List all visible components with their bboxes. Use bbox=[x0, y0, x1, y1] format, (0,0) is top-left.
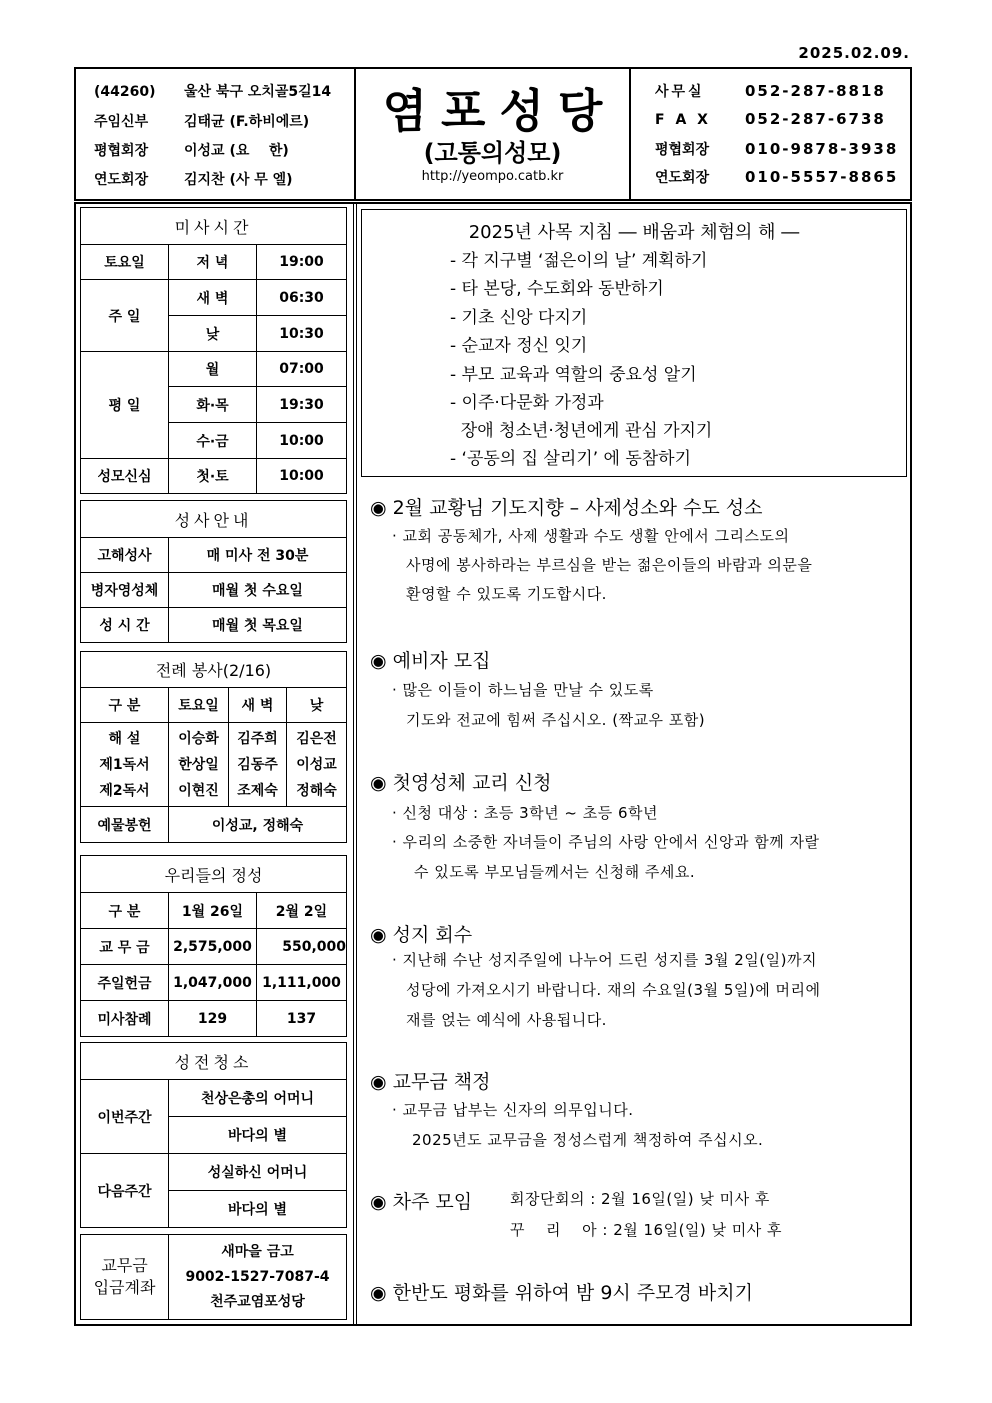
bulletin-date: 2025.02.09. bbox=[798, 44, 910, 62]
donations-table: 우리들의 정성 구 분 1월 26일 2월 2일 교 무 금 2,575,000 550,000 주일헌금 1,047,000 1,111,000 미사참례 129 137 bbox=[80, 855, 347, 1037]
prayer-intention-title: ◉ 2월 교황님 기도지향 – 사제성소와 수도 성소 bbox=[370, 497, 763, 519]
liturgy-table: 전례 봉사(2/16) 구 분 토요일 새 벽 낮 해 설 제1독서 제2독서 이승화 한상일 이현진 김주희 김동주 조제숙 김은전 이성교 정해숙 예물봉헌 이성교, 정해숙 bbox=[80, 651, 347, 843]
palm-return-title: ◉ 성지 회수 bbox=[370, 924, 473, 946]
fax-row: F A X 052-287-6738 bbox=[655, 110, 886, 128]
pastor-row: 주임신부 김태균 (F.하비에르) bbox=[94, 114, 310, 130]
donations-title: 우리들의 정성 bbox=[81, 856, 347, 893]
header bbox=[74, 67, 912, 201]
mass-times-table: 미사시간 토요일 저 녁 19:00 주 일 새 벽 06:30 낮 10:30 평 일 월 07:00 화·목 19:30 수·금 10:00 성모신심 첫·토 10:00 bbox=[80, 207, 347, 494]
parish-url[interactable]: http://yeompo.catb.kr bbox=[421, 169, 564, 184]
meetings-title: ◉ 차주 모임 bbox=[370, 1191, 473, 1213]
sacraments-title: 성사안내 bbox=[81, 501, 347, 538]
mass-times-title: 미사시간 bbox=[81, 208, 347, 245]
prayer-president-row: 연도회장 김지찬 (사 무 엘) bbox=[94, 172, 293, 188]
council-president-row: 평협회장 이성교 (요 한) bbox=[94, 143, 289, 159]
peace-prayer-title: ◉ 한반도 평화를 위하여 밤 9시 주모경 바치기 bbox=[370, 1282, 753, 1304]
column-divider bbox=[353, 202, 354, 1326]
tithe-title: ◉ 교무금 책정 bbox=[370, 1071, 491, 1093]
prayer-phone-row: 연도회장 010-5557-8865 bbox=[655, 168, 899, 186]
parish-title-block bbox=[356, 69, 631, 199]
parish-info bbox=[76, 69, 356, 199]
address-row: (44260) 울산 북구 오치골5길14 bbox=[94, 84, 332, 100]
cleaning-table: 성전청소 이번주간 천상은총의 어머니 바다의 별 다음주간 성실하신 어머니 바다의 별 bbox=[80, 1042, 347, 1228]
office-phone-row: 사무실 052-287-8818 bbox=[655, 82, 886, 100]
parish-title: 염포성당 bbox=[382, 84, 617, 138]
policy-title: 2025년 사목 지침 ― 배움과 체험의 해 ― bbox=[468, 222, 800, 243]
account-table: 교무금 입금계좌 새마을 금고 9002-1527-7087-4 천주교염포성당 bbox=[80, 1234, 347, 1320]
cleaning-title: 성전청소 bbox=[81, 1043, 347, 1080]
catechumen-title: ◉ 예비자 모집 bbox=[370, 650, 491, 672]
contact-info bbox=[631, 69, 910, 199]
pastoral-policy: 2025년 사목 지침 ― 배움과 체험의 해 ― - 각 지구별 ‘젊은이의 날’ 계획하기 - 타 본당, 수도회와 동반하기 - 기초 신앙 다지기 - 순교자 정신 잇기 - 부모 교육과 역할의 중요성 알기 - 이주·다문화 가정과 장애 청소년·청년에게 관심 가지기 - ‘공동의 집 살리기’ 에 동참하기 bbox=[361, 209, 907, 477]
parish-subtitle: (고통의성모) bbox=[423, 139, 562, 167]
column-divider-inner bbox=[356, 202, 357, 1326]
first-communion-title: ◉ 첫영성체 교리 신청 bbox=[370, 772, 552, 794]
liturgy-title: 전례 봉사(2/16) bbox=[81, 652, 347, 688]
council-phone-row: 평협회장 010-9878-3938 bbox=[655, 140, 899, 158]
sacraments-table: 성사안내 고해성사 매 미사 전 30분 병자영성체 매월 첫 수요일 성 시 간 매월 첫 목요일 bbox=[80, 500, 347, 643]
